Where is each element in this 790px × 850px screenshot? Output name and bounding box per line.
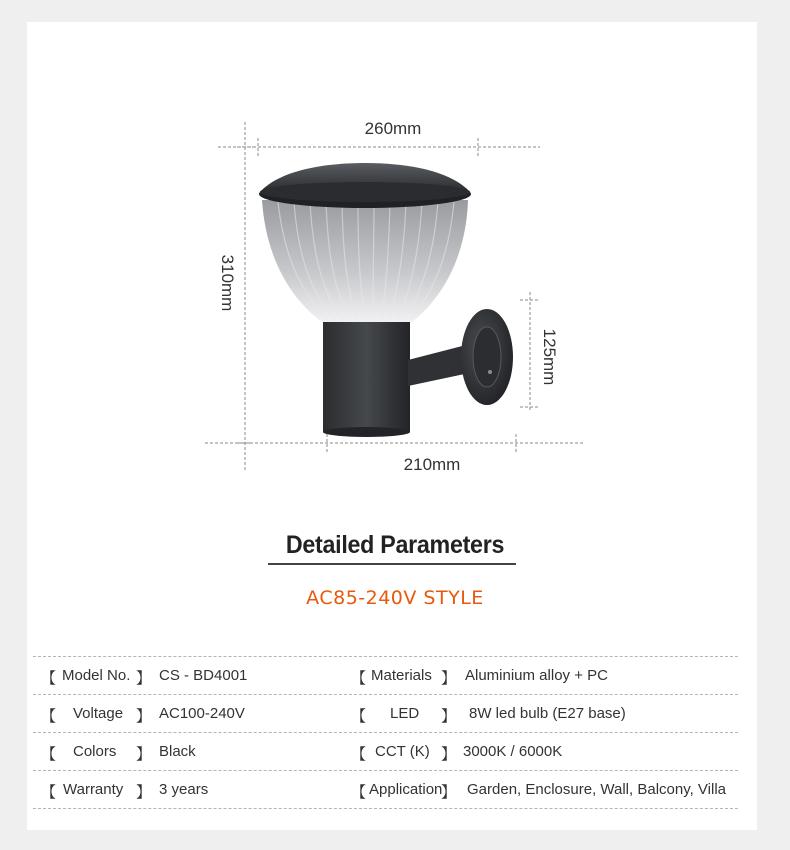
bracket-close: 】 [441, 784, 457, 801]
spec-value-led: 8W led bulb (E27 base) [469, 705, 626, 722]
bracket-close: 】 [441, 670, 457, 687]
dimension-height-total: 310mm [218, 254, 237, 312]
spec-value-materials: Aluminium alloy + PC [465, 667, 608, 684]
bracket-open: 【 [351, 784, 367, 801]
spec-value-colors: Black [159, 743, 196, 760]
dimension-width-top: 260mm [364, 119, 422, 138]
spec-row-warranty [33, 770, 738, 809]
bracket-close: 】 [136, 784, 152, 801]
specs-table [33, 656, 738, 809]
spec-value-cct: 3000K / 6000K [463, 743, 563, 760]
spec-value-warranty: 3 years [159, 781, 209, 798]
spec-row-colors [33, 732, 738, 770]
spec-row-model [33, 656, 738, 694]
spec-label-application: Application [369, 781, 443, 798]
spec-label-colors: Colors [73, 743, 117, 760]
dimension-width-bottom: 210mm [403, 455, 461, 474]
section-title-underline [268, 563, 516, 565]
spec-label-warranty: Warranty [63, 781, 124, 798]
spec-value-model: CS - BD4001 [159, 667, 248, 684]
spec-label-model: Model No. [62, 667, 131, 684]
section-title: Detailed Parameters [285, 531, 505, 559]
bracket-open: 【 [351, 746, 367, 763]
section-subtitle: AC85-240V STYLE [306, 587, 484, 609]
bracket-close: 】 [136, 670, 152, 687]
bracket-close: 】 [441, 708, 457, 725]
spec-label-voltage: Voltage [73, 705, 124, 722]
spec-label-cct: CCT (K) [375, 743, 430, 760]
bracket-open: 【 [41, 670, 57, 687]
bracket-open: 【 [41, 708, 57, 725]
bracket-close: 】 [136, 708, 152, 725]
bracket-open: 【 [351, 708, 367, 725]
spec-value-voltage: AC100-240V [159, 705, 245, 722]
spec-label-materials: Materials [371, 667, 432, 684]
bracket-open: 【 [351, 670, 367, 687]
bracket-close: 】 [441, 746, 457, 763]
bracket-open: 【 [41, 784, 57, 801]
spec-value-application: Garden, Enclosure, Wall, Balcony, Villa [467, 781, 727, 798]
spec-label-led: LED [390, 705, 420, 722]
bracket-close: 】 [136, 746, 152, 763]
dimension-height-bracket: 125mm [540, 328, 559, 386]
bracket-open: 【 [41, 746, 57, 763]
spec-row-voltage [33, 694, 738, 732]
